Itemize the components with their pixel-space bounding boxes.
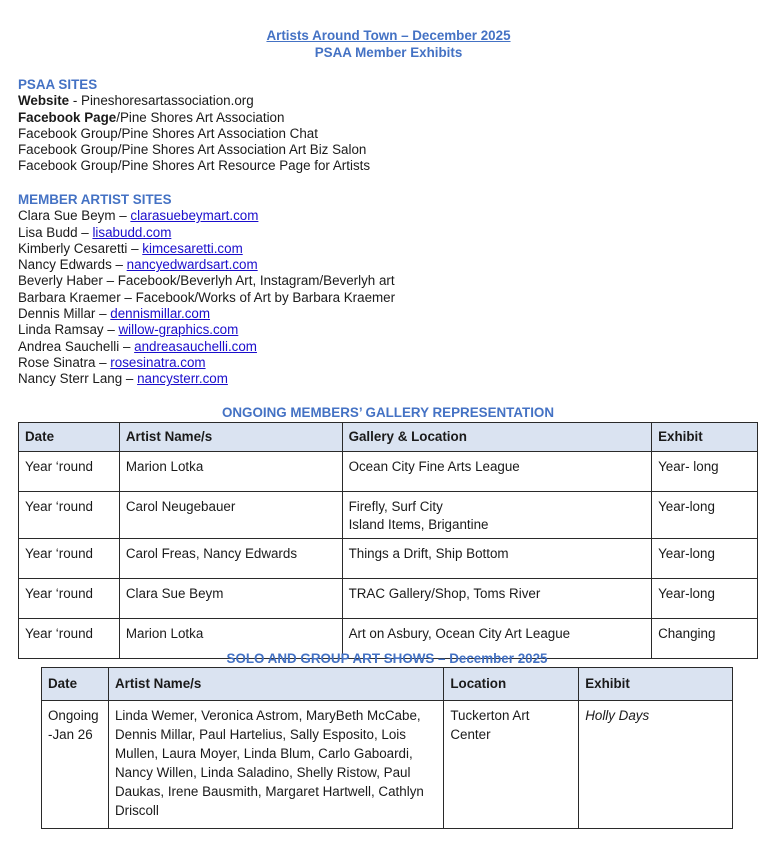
- psaa-sites-list: [18, 93, 370, 174]
- member-artist-sites-section: [18, 192, 395, 388]
- artist-name: Beverly Haber – Facebook/Beverlyh Art, Instagram/Beverlyh art: [18, 273, 395, 289]
- artist-name: Linda Ramsay –: [18, 322, 119, 338]
- table-row: [19, 579, 758, 619]
- table-cell: Ongoing -Jan 26: [42, 701, 109, 829]
- table-cell: Year ‘round: [19, 579, 120, 619]
- table-cell: Year ‘round: [19, 539, 120, 579]
- artist-website-link[interactable]: nancyedwardsart.com: [126, 257, 258, 273]
- artist-website-link[interactable]: nancysterr.com: [137, 371, 228, 387]
- table-row: [42, 701, 733, 829]
- table-cell: Things a Drift, Ship Bottom: [342, 539, 652, 579]
- shows-table-caption: SOLO AND GROUP ART SHOWS – December 2025: [226, 651, 548, 666]
- artist-name: Nancy Edwards –: [18, 257, 127, 273]
- psaa-site-item: [18, 158, 370, 174]
- artist-name: Barbara Kraemer – Facebook/Works of Art by Barbara Kraemer: [18, 289, 396, 305]
- column-header-artist-name-s: Artist Name/s: [119, 423, 342, 452]
- column-header-location: Location: [444, 668, 579, 701]
- psaa-sites-section: [18, 77, 370, 175]
- table-cell: Carol Freas, Nancy Edwards: [119, 539, 342, 579]
- table-cell: Holly Days: [579, 701, 733, 829]
- column-header-exhibit: Exhibit: [652, 423, 758, 452]
- table-cell: Marion Lotka: [119, 619, 342, 659]
- artist-website-link[interactable]: lisabudd.com: [92, 224, 172, 240]
- psaa-site-text: Facebook Group/Pine Shores Art Association Art Biz Salon: [18, 142, 367, 158]
- artist-website-link[interactable]: clarasuebeymart.com: [130, 208, 259, 224]
- psaa-site-text: /Pine Shores Art Association: [116, 109, 285, 125]
- table-cell: Marion Lotka: [119, 452, 342, 492]
- psaa-site-text: Facebook Group/Pine Shores Art Resource Page for Artists: [18, 158, 371, 174]
- table-cell: Carol Neugebauer: [119, 492, 342, 539]
- table-header-row: [19, 423, 758, 452]
- column-header-gallery-location: Gallery & Location: [342, 423, 652, 452]
- member-artist-sites-list: [18, 208, 395, 387]
- member-artist-item: [18, 322, 395, 338]
- table-cell: Changing: [652, 619, 758, 659]
- table-cell: Year-long: [652, 579, 758, 619]
- artist-name: Clara Sue Beym –: [18, 208, 131, 224]
- table-cell: Tuckerton Art Center: [444, 701, 579, 829]
- gallery-table-caption: ONGOING MEMBERS’ GALLERY REPRESENTATION: [221, 405, 555, 420]
- artist-name: Nancy Sterr Lang –: [18, 371, 138, 387]
- psaa-site-item: [18, 142, 370, 158]
- member-artist-item: [18, 208, 395, 224]
- artist-website-link[interactable]: andreasauchelli.com: [134, 338, 257, 354]
- psaa-site-item: [18, 93, 370, 109]
- psaa-site-label: Facebook Page: [18, 109, 117, 125]
- table-cell: TRAC Gallery/Shop, Toms River: [342, 579, 652, 619]
- column-header-exhibit: Exhibit: [579, 668, 733, 701]
- column-header-artist-name-s: Artist Name/s: [108, 668, 443, 701]
- artist-name: Dennis Millar –: [18, 306, 111, 322]
- column-header-date: Date: [42, 668, 109, 701]
- member-artist-item: [18, 355, 395, 371]
- member-artist-sites-heading: MEMBER ARTIST SITES: [18, 192, 172, 207]
- psaa-site-text: Facebook Group/Pine Shores Art Association Chat: [18, 125, 318, 141]
- table-cell: Year-long: [652, 539, 758, 579]
- table-cell: Year-long: [652, 492, 758, 539]
- artist-name: Andrea Sauchelli –: [18, 338, 135, 354]
- table-cell: Clara Sue Beym: [119, 579, 342, 619]
- member-artist-item: [18, 273, 395, 289]
- table-cell: Year ‘round: [19, 452, 120, 492]
- table-cell: Linda Wemer, Veronica Astrom, MaryBeth McCabe, Dennis Millar, Paul Hartelius, Sally Esposito, Lois Mullen, Laura Moyer, Linda Blum, Carlo Gaboardi, Nancy Willen, Linda Saladino, Shelly Ristow, Paul Daukas, Irene Bausmith, Margaret Hartwell, Cathlyn Driscoll: [108, 701, 443, 829]
- artist-name: Kimberly Cesaretti –: [18, 240, 143, 256]
- document-header: [0, 27, 777, 61]
- member-artist-item: [18, 257, 395, 273]
- artist-website-link[interactable]: kimcesaretti.com: [142, 240, 243, 256]
- psaa-site-item: [18, 110, 370, 126]
- artist-website-link[interactable]: dennismillar.com: [110, 306, 211, 322]
- gallery-representation-table: [18, 422, 758, 659]
- table-cell: Ocean City Fine Arts League: [342, 452, 652, 492]
- psaa-sites-heading: PSAA SITES: [18, 77, 98, 92]
- table-row: [19, 539, 758, 579]
- table-cell: Year- long: [652, 452, 758, 492]
- member-artist-item: [18, 290, 395, 306]
- document-title: Artists Around Town – December 2025: [266, 28, 511, 43]
- member-artist-item: [18, 225, 395, 241]
- artist-name: Lisa Budd –: [18, 224, 93, 240]
- table-cell: Firefly, Surf City Island Items, Brigantine: [342, 492, 652, 539]
- table-header-row: [42, 668, 733, 701]
- member-artist-item: [18, 306, 395, 322]
- psaa-site-item: [18, 126, 370, 142]
- psaa-site-label: Website: [18, 93, 70, 109]
- psaa-site-text: - Pineshoresartassociation.org: [69, 93, 254, 109]
- artist-website-link[interactable]: willow-graphics.com: [118, 322, 239, 338]
- table-row: [19, 452, 758, 492]
- artist-website-link[interactable]: rosesinatra.com: [110, 354, 206, 370]
- column-header-date: Date: [19, 423, 120, 452]
- document-subtitle: PSAA Member Exhibits: [314, 45, 463, 60]
- table-cell: Year ‘round: [19, 492, 120, 539]
- table-row: [19, 492, 758, 539]
- table-cell: Year ‘round: [19, 619, 120, 659]
- member-artist-item: [18, 241, 395, 257]
- artist-name: Rose Sinatra –: [18, 354, 111, 370]
- member-artist-item: [18, 339, 395, 355]
- art-shows-table: [41, 667, 733, 829]
- table-cell: Art on Asbury, Ocean City Art League: [342, 619, 652, 659]
- member-artist-item: [18, 371, 395, 387]
